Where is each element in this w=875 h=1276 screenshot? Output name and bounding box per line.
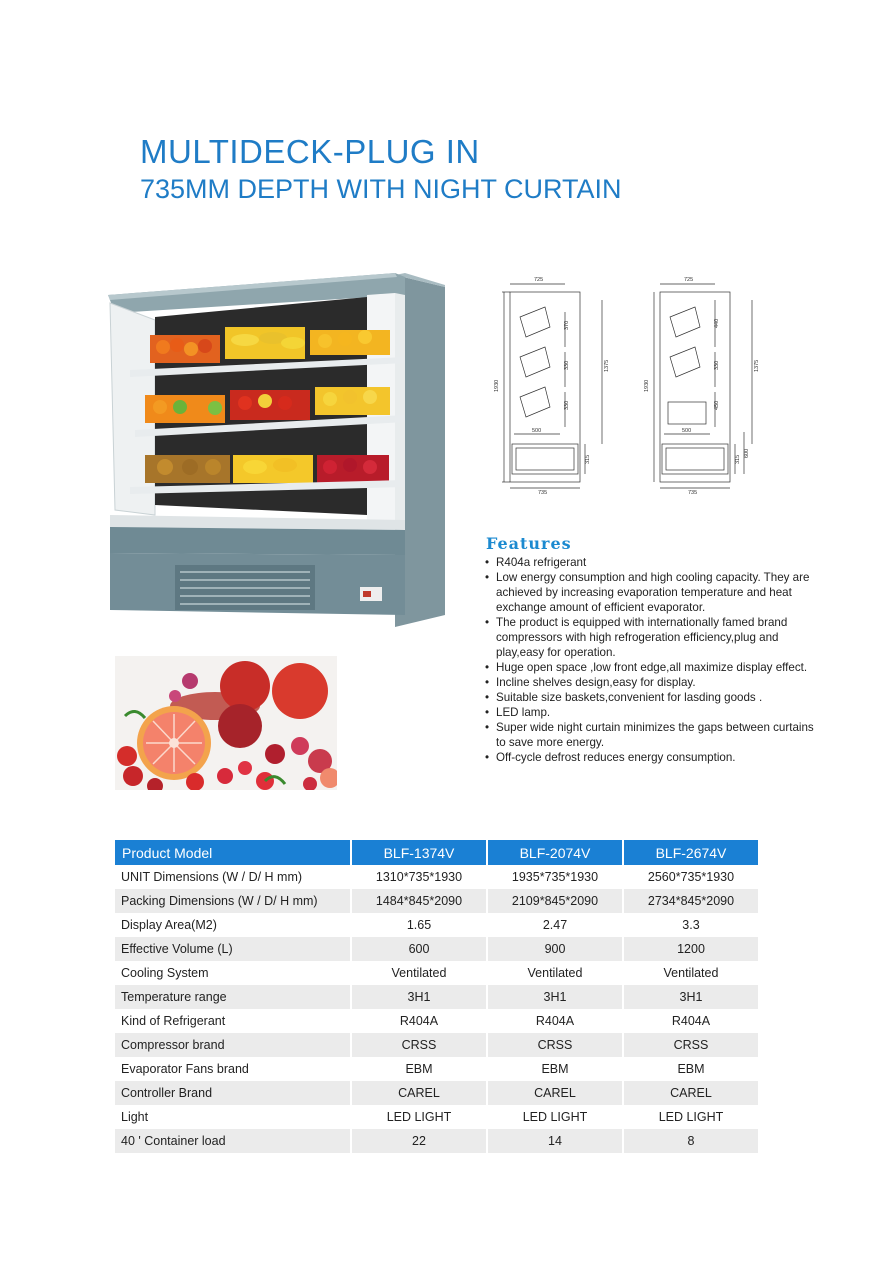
feature-item: • The product is equipped with internationally famed brand compressors with high refrogeration efficiency,plug and play,easy for operation. bbox=[484, 615, 814, 660]
technical-drawing-left bbox=[490, 272, 625, 494]
value-cell: 2.47 bbox=[487, 913, 623, 937]
value-cell: 1935*735*1930 bbox=[487, 865, 623, 889]
table-row bbox=[115, 1033, 759, 1057]
drawing-dim-top-width: 725 bbox=[534, 277, 544, 283]
table-row bbox=[115, 1009, 759, 1033]
value-cell: 22 bbox=[351, 1129, 487, 1153]
column-header: BLF-2074V bbox=[487, 840, 623, 865]
value-cell: EBM bbox=[623, 1057, 759, 1081]
value-cell: EBM bbox=[351, 1057, 487, 1081]
row-label-cell: Light bbox=[115, 1105, 351, 1129]
value-cell: LED LIGHT bbox=[351, 1105, 487, 1129]
table-row bbox=[115, 1105, 759, 1129]
table-row bbox=[115, 1081, 759, 1105]
drawing-dim-shelf-depth: 500 bbox=[532, 428, 542, 434]
drawing-dim-base-height: 315 bbox=[585, 454, 591, 464]
value-cell: 600 bbox=[351, 937, 487, 961]
drawing-dim-base-total: 600 bbox=[744, 448, 750, 458]
value-cell: R404A bbox=[351, 1009, 487, 1033]
value-cell: 2734*845*2090 bbox=[623, 889, 759, 913]
table-row bbox=[115, 865, 759, 889]
row-label-cell: Cooling System bbox=[115, 961, 351, 985]
column-header: BLF-1374V bbox=[351, 840, 487, 865]
technical-drawing-right bbox=[640, 272, 775, 494]
drawing-shelf-gap-3: 450 bbox=[714, 400, 720, 410]
value-cell: CAREL bbox=[487, 1081, 623, 1105]
row-label-cell: UNIT Dimensions (W / D/ H mm) bbox=[115, 865, 351, 889]
feature-item: • Huge open space ,low front edge,all maximize display effect. bbox=[484, 660, 814, 675]
drawing-dim-total-height: 1930 bbox=[494, 379, 500, 392]
value-cell: 1310*735*1930 bbox=[351, 865, 487, 889]
row-label-cell: Effective Volume (L) bbox=[115, 937, 351, 961]
row-label-cell: Evaporator Fans brand bbox=[115, 1057, 351, 1081]
drawing-shelf-gap-1: 370 bbox=[564, 320, 570, 330]
drawing-shelf-gap-2: 330 bbox=[714, 360, 720, 370]
drawing-shelf-gap-3: 330 bbox=[564, 400, 570, 410]
value-cell: 2560*735*1930 bbox=[623, 865, 759, 889]
drawing-dim-total-height: 1930 bbox=[644, 379, 650, 392]
drawing-dim-inner-height: 1375 bbox=[604, 359, 610, 372]
table-header-row bbox=[115, 840, 759, 865]
feature-item: • LED lamp. bbox=[484, 705, 814, 720]
value-cell: CAREL bbox=[351, 1081, 487, 1105]
spec-table bbox=[115, 840, 760, 1153]
row-label-cell: Temperature range bbox=[115, 985, 351, 1009]
features-heading: Features bbox=[486, 534, 572, 553]
fruit-photo bbox=[115, 656, 337, 790]
drawing-dim-shelf-depth: 500 bbox=[682, 428, 692, 434]
drawing-dim-bottom-width: 735 bbox=[688, 490, 698, 494]
drawing-dim-inner-height: 1375 bbox=[754, 359, 760, 372]
table-row bbox=[115, 889, 759, 913]
column-header: BLF-2674V bbox=[623, 840, 759, 865]
value-cell: CAREL bbox=[623, 1081, 759, 1105]
drawing-dim-base-height: 315 bbox=[735, 454, 741, 464]
value-cell: LED LIGHT bbox=[487, 1105, 623, 1129]
value-cell: 3H1 bbox=[487, 985, 623, 1009]
feature-item: • Off-cycle defrost reduces energy consumption. bbox=[484, 750, 814, 765]
value-cell: Ventilated bbox=[487, 961, 623, 985]
value-cell: 3H1 bbox=[623, 985, 759, 1009]
row-label-cell: Packing Dimensions (W / D/ H mm) bbox=[115, 889, 351, 913]
drawing-dim-bottom-width: 735 bbox=[538, 490, 548, 494]
value-cell: 8 bbox=[623, 1129, 759, 1153]
features-section bbox=[484, 534, 814, 765]
value-cell: CRSS bbox=[623, 1033, 759, 1057]
value-cell: LED LIGHT bbox=[623, 1105, 759, 1129]
feature-item: • Super wide night curtain minimizes the gaps between curtains to save more energy. bbox=[484, 720, 814, 750]
cabinet-product-image bbox=[105, 265, 450, 635]
value-cell: CRSS bbox=[351, 1033, 487, 1057]
drawing-dim-top-width: 725 bbox=[684, 277, 694, 283]
feature-item: • Low energy consumption and high cooling capacity. They are achieved by increasing evaporation temperature and heat exchange amount of efficient evaporator. bbox=[484, 570, 814, 615]
table-row bbox=[115, 913, 759, 937]
value-cell: 14 bbox=[487, 1129, 623, 1153]
page-title: MULTIDECK-PLUG IN bbox=[140, 133, 480, 170]
features-list bbox=[484, 555, 814, 765]
table-row bbox=[115, 985, 759, 1009]
row-label-cell: 40 ' Container load bbox=[115, 1129, 351, 1153]
row-label-cell: Compressor brand bbox=[115, 1033, 351, 1057]
drawing-shelf-gap-1: 440 bbox=[714, 318, 720, 328]
value-cell: 2109*845*2090 bbox=[487, 889, 623, 913]
value-cell: EBM bbox=[487, 1057, 623, 1081]
value-cell: R404A bbox=[487, 1009, 623, 1033]
table-row bbox=[115, 1057, 759, 1081]
table-row bbox=[115, 937, 759, 961]
value-cell: 3H1 bbox=[351, 985, 487, 1009]
table-row bbox=[115, 1129, 759, 1153]
value-cell: 900 bbox=[487, 937, 623, 961]
feature-item: • Suitable size baskets,convenient for lasding goods . bbox=[484, 690, 814, 705]
row-label-cell: Controller Brand bbox=[115, 1081, 351, 1105]
page-subtitle: 735MM DEPTH WITH NIGHT CURTAIN bbox=[140, 174, 622, 204]
value-cell: 1.65 bbox=[351, 913, 487, 937]
row-label-cell: Kind of Refrigerant bbox=[115, 1009, 351, 1033]
value-cell: 1484*845*2090 bbox=[351, 889, 487, 913]
drawing-shelf-gap-2: 330 bbox=[564, 360, 570, 370]
column-header: Product Model bbox=[115, 840, 351, 865]
row-label-cell: Display Area(M2) bbox=[115, 913, 351, 937]
value-cell: Ventilated bbox=[351, 961, 487, 985]
value-cell: 1200 bbox=[623, 937, 759, 961]
value-cell: Ventilated bbox=[623, 961, 759, 985]
value-cell: R404A bbox=[623, 1009, 759, 1033]
feature-item: • R404a refrigerant bbox=[484, 555, 814, 570]
value-cell: 3.3 bbox=[623, 913, 759, 937]
value-cell: CRSS bbox=[487, 1033, 623, 1057]
feature-item: • Incline shelves design,easy for display. bbox=[484, 675, 814, 690]
table-row bbox=[115, 961, 759, 985]
